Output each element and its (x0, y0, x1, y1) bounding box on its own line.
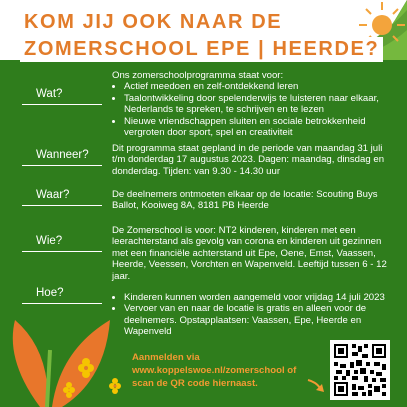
wat-list (112, 81, 396, 138)
signup-link[interactable]: www.koppelswoe.nl/zomerschool of (132, 365, 297, 376)
signup-line-1: Aanmelden via (132, 352, 200, 363)
label-wie: Wie? (22, 234, 102, 252)
wanneer-text: Dit programma staat gepland in de periode van maandag 31 juli t/m donderdag 17 augustus 2023. Dagen: maandag, dinsdag en donderdag. Tijden: van 9.30 - 14.30 uur (112, 143, 385, 177)
qr-code-graphic (332, 342, 388, 398)
waar-text: De deelnemers ontmoeten elkaar op de locatie: Scouting Buys Ballot, Kooiweg 8A, 8181 PB Heerde (112, 189, 378, 212)
arrow-icon (306, 376, 330, 396)
hoe-list (112, 292, 396, 338)
title-line-2: ZOMERSCHOOL EPE | HEERDE? (20, 37, 383, 62)
flower-icon (0, 290, 130, 407)
label-wat: Wat? (22, 87, 102, 105)
section-wanneer (112, 143, 396, 177)
signup-text (132, 351, 296, 390)
page-title (20, 10, 380, 64)
list-item: • Nieuwe vriendschappen sluiten en sociale betrokkenheid vergroten door sport, spel en creativiteit (124, 116, 396, 139)
list-item: • Vervoer van en naar de locatie is gratis en alleen voor de deelnemers. Opstapplaatsen: Vaassen, Epe, Heerde en Wapenveld (124, 303, 396, 337)
qr-code-icon[interactable] (330, 340, 390, 400)
title-line-1: KOM JIJ OOK NAAR DE (20, 10, 286, 35)
section-wie (112, 225, 396, 282)
label-hoe: Hoe? (22, 286, 102, 304)
label-waar: Waar? (22, 188, 102, 206)
wie-text: De Zomerschool is voor: NT2 kinderen, kinderen met een leerachterstand als gevolg van corona en kinderen uit gezinnen met een financiële achterstand uit Epe, Oene, Emst, Vaassen, Heerde, Veessen, Vorchten en Wapenveld. Leeftijd tussen 6 - 12 jaar. (112, 225, 387, 282)
list-item: • Actief meedoen en zelf-ontdekkend leren (124, 81, 396, 92)
signup-line-3: scan de QR code hiernaast. (132, 378, 258, 389)
section-waar (112, 189, 396, 212)
section-hoe (112, 292, 396, 338)
list-item: • Taalontwikkeling door spelenderwijs te luisteren naar elkaar, Nederlands te spreken, te schrijven en te lezen (124, 93, 396, 116)
section-wat (112, 70, 396, 138)
wat-intro: Ons zomerschoolprogramma staat voor: (112, 70, 284, 81)
list-item: • Kinderen kunnen worden aangemeld voor vrijdag 14 juli 2023 (124, 292, 396, 303)
label-wanneer: Wanneer? (22, 148, 102, 166)
